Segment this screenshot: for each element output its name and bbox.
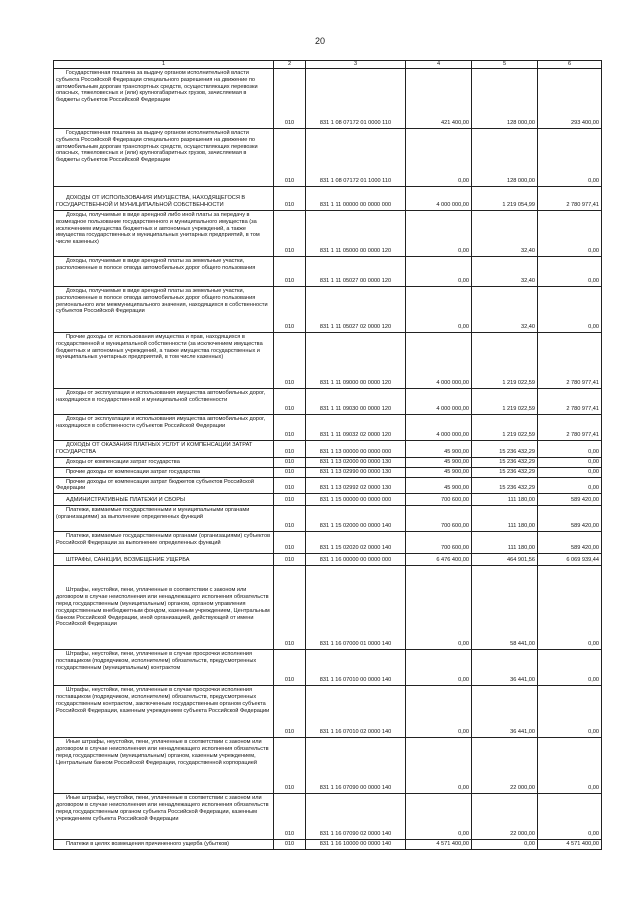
row-name-text: Прочие доходы от компенсации затрат бюджетов субъектов Российской Федерации [56, 478, 254, 492]
row-name [54, 333, 274, 389]
row-unexecuted: 589 420,00 [538, 506, 602, 532]
table-row [54, 554, 602, 566]
row-line-code: 010 [274, 532, 306, 554]
row-line-code: 010 [274, 457, 306, 467]
row-approved: 45 900,00 [406, 477, 472, 494]
row-line-code: 010 [274, 840, 306, 850]
row-name [54, 441, 274, 458]
row-budget-code: 831 1 11 00000 00 0000 000 [306, 187, 406, 211]
table-row [54, 467, 602, 477]
row-name-text: Доходы, получаемые в виде арендной платы за земельные участки, расположенные в полосе отвода автомобильных дорог общего пользования [56, 258, 256, 271]
row-executed: 15 236 432,29 [472, 457, 538, 467]
row-executed: 15 236 432,29 [472, 477, 538, 494]
row-line-code: 010 [274, 506, 306, 532]
row-line-code: 010 [274, 794, 306, 840]
row-executed: 22 000,00 [472, 794, 538, 840]
row-name [54, 211, 274, 257]
row-name [54, 794, 274, 840]
row-unexecuted: 4 571 400,00 [538, 840, 602, 850]
row-executed: 32,40 [472, 287, 538, 333]
row-budget-code: 831 1 16 07090 00 0000 140 [306, 738, 406, 794]
row-approved: 4 000 000,00 [406, 415, 472, 441]
table-row [54, 457, 602, 467]
row-approved: 4 571 400,00 [406, 840, 472, 850]
row-approved: 45 900,00 [406, 467, 472, 477]
row-approved: 0,00 [406, 211, 472, 257]
row-line-code: 010 [274, 415, 306, 441]
row-unexecuted: 6 069 939,44 [538, 554, 602, 566]
row-name [54, 415, 274, 441]
row-approved: 4 000 000,00 [406, 389, 472, 415]
row-budget-code: 831 1 13 02990 00 0000 130 [306, 467, 406, 477]
budget-table [53, 60, 602, 850]
row-unexecuted: 2 780 977,41 [538, 333, 602, 389]
row-budget-code: 831 1 16 07090 02 0000 140 [306, 794, 406, 840]
row-unexecuted: 0,00 [538, 441, 602, 458]
row-name [54, 477, 274, 494]
table-row [54, 187, 602, 211]
row-unexecuted: 0,00 [538, 477, 602, 494]
row-executed: 36 441,00 [472, 650, 538, 686]
table-row [54, 494, 602, 506]
row-name-text: Прочие доходы от компенсации затрат государства [66, 468, 201, 475]
row-name [54, 389, 274, 415]
row-budget-code: 831 1 11 05027 00 0000 120 [306, 257, 406, 287]
row-name [54, 650, 274, 686]
row-budget-code: 831 1 16 07010 02 0000 140 [306, 686, 406, 738]
row-budget-code: 831 1 11 05027 02 0000 120 [306, 287, 406, 333]
row-name-text: Штрафы, неустойки, пени, уплаченные в соответствии с законом или договором в случае неисполнения или ненадлежащего исполнения обязательств перед государственным (муниципальным) органом, органом управления государственным внебюджетным фондом, казенным учреждением, Центральным банком Российской Федерации, иной организацией, действующей от имени Российской Федерации [56, 587, 270, 628]
row-executed: 58 441,00 [472, 566, 538, 650]
row-name-text: Доходы, получаемые в виде арендной либо иной платы за передачу в возмездное пользование государственного и муниципального имущества (за исключением имущества бюджетных и автономных учреждений, а также имущества государственных и муниципальных унитарных предприятий, в том числе казенных) [56, 212, 260, 246]
row-executed: 1 219 022,59 [472, 415, 538, 441]
row-name-text: Штрафы, неустойки, пени, уплаченные в случае просрочки исполнения поставщиком (подрядчиком, исполнителем) обязательств, предусмотренных государственным (муниципальным) контрактом [56, 651, 257, 671]
row-name [54, 457, 274, 467]
row-name-text: Иные штрафы, неустойки, пени, уплаченные в соответствии с законом или договором в случае неисполнения или ненадлежащего исполнения обязательств перед государственным (муниципальным) органом, казенным учреждением, Центральным банком Российской Федерации, государственной корпорацией [56, 739, 269, 766]
table-row [54, 840, 602, 850]
row-unexecuted: 0,00 [538, 794, 602, 840]
row-budget-code: 831 1 16 07000 01 0000 140 [306, 566, 406, 650]
row-unexecuted: 0,00 [538, 257, 602, 287]
row-executed: 111 180,00 [472, 506, 538, 532]
row-executed: 1 219 022,59 [472, 333, 538, 389]
table-row [54, 650, 602, 686]
row-executed: 15 236 432,29 [472, 441, 538, 458]
row-name-text: Государственная пошлина за выдачу органом исполнительной власти субъекта Российской Федерации специального разрешения на движение по автомобильным дорогам транспортных средств, осуществляющих перевозки опасных, тяжеловесных и (или) крупногабаритных грузов, зачисляемая в бюджеты субъектов Российской Федерации [56, 130, 258, 164]
row-approved: 700 600,00 [406, 532, 472, 554]
row-approved: 45 900,00 [406, 441, 472, 458]
row-name [54, 467, 274, 477]
row-unexecuted: 0,00 [538, 287, 602, 333]
table-body [54, 69, 602, 850]
row-line-code: 010 [274, 257, 306, 287]
row-executed: 128 000,00 [472, 129, 538, 187]
row-budget-code: 831 1 11 09000 00 0000 120 [306, 333, 406, 389]
row-name-text: Государственная пошлина за выдачу органом исполнительной власти субъекта Российской Федерации специального разрешения на движение по автомобильным дорогам транспортных средств, осуществляющих перевозки опасных, тяжеловесных и (или) крупногабаритных грузов, зачисляемая в бюджеты субъектов Российской Федерации [56, 70, 258, 104]
row-unexecuted: 0,00 [538, 686, 602, 738]
row-approved: 45 900,00 [406, 457, 472, 467]
table-row [54, 794, 602, 840]
row-line-code: 010 [274, 686, 306, 738]
row-executed: 1 219 054,99 [472, 187, 538, 211]
column-header: 4 [406, 61, 472, 69]
row-line-code: 010 [274, 69, 306, 129]
row-name-text: ДОХОДЫ ОТ ИСПОЛЬЗОВАНИЯ ИМУЩЕСТВА, НАХОДЯЩЕГОСЯ В ГОСУДАРСТВЕННОЙ И МУНИЦИПАЛЬНОЙ СОБСТВЕННОСТИ [56, 195, 246, 209]
row-name-text: Прочие доходы от использования имущества и прав, находящихся в государственной и муниципальной собственности (за исключением имущества бюджетных и автономных учреждений, а также имущества государственных и муниципальных унитарных предприятий, в том числе казенных) [56, 334, 263, 361]
row-approved: 0,00 [406, 738, 472, 794]
row-name [54, 494, 274, 506]
row-executed: 22 000,00 [472, 738, 538, 794]
row-name-text: Иные штрафы, неустойки, пени, уплаченные в соответствии с законом или договором в случае неисполнения или ненадлежащего исполнения обязательств перед государственным органом субъекта Российской Федерации, казенным учреждением субъекта Российской Федерации [56, 795, 269, 822]
row-approved: 0,00 [406, 129, 472, 187]
table-row [54, 441, 602, 458]
row-executed: 15 236 432,29 [472, 467, 538, 477]
row-name-text: Платежи в целях возмещения причиненного ущерба (убытков) [66, 841, 230, 848]
table-row [54, 257, 602, 287]
row-line-code: 010 [274, 494, 306, 506]
page-number: 20 [314, 36, 325, 46]
row-name [54, 738, 274, 794]
row-budget-code: 831 1 16 00000 00 0000 000 [306, 554, 406, 566]
row-name [54, 69, 274, 129]
table-row [54, 287, 602, 333]
row-executed: 111 180,00 [472, 532, 538, 554]
row-name [54, 506, 274, 532]
table-row [54, 333, 602, 389]
row-unexecuted: 0,00 [538, 211, 602, 257]
row-name [54, 287, 274, 333]
row-unexecuted: 0,00 [538, 467, 602, 477]
row-line-code: 010 [274, 211, 306, 257]
row-name-text: Доходы, получаемые в виде арендной платы за земельные участки, расположенные в полосе отвода автомобильных дорог общего пользования регионального или межмуниципального значения, находящихся в собственности субъектов Российской Федерации [56, 288, 268, 315]
row-name-text: АДМИНИСТРАТИВНЫЕ ПЛАТЕЖИ И СБОРЫ [66, 497, 185, 504]
row-name [54, 187, 274, 211]
row-budget-code: 831 1 13 02992 02 0000 130 [306, 477, 406, 494]
row-name [54, 566, 274, 650]
table-row [54, 415, 602, 441]
row-approved: 6 476 400,00 [406, 554, 472, 566]
row-name-text: Доходы от эксплуатации и использования имущества автомобильных дорог, находящихся в государственной и муниципальной собственности [56, 390, 265, 403]
row-executed: 32,40 [472, 257, 538, 287]
row-executed: 1 219 022,59 [472, 389, 538, 415]
table-row [54, 477, 602, 494]
table-row [54, 532, 602, 554]
row-budget-code: 831 1 13 02000 00 0000 130 [306, 457, 406, 467]
row-name [54, 257, 274, 287]
row-line-code: 010 [274, 389, 306, 415]
row-approved: 700 600,00 [406, 506, 472, 532]
table-row [54, 211, 602, 257]
table-row [54, 506, 602, 532]
row-approved: 0,00 [406, 686, 472, 738]
row-unexecuted: 2 780 977,41 [538, 389, 602, 415]
row-unexecuted: 0,00 [538, 650, 602, 686]
row-unexecuted: 0,00 [538, 457, 602, 467]
row-budget-code: 831 1 15 00000 00 0000 000 [306, 494, 406, 506]
row-name-text: Платежи, взимаемые государственными и муниципальными органами (организациями) за выполнение определенных функций [56, 507, 250, 521]
row-line-code: 010 [274, 738, 306, 794]
row-line-code: 010 [274, 129, 306, 187]
row-budget-code: 831 1 08 07172 01 1000 110 [306, 129, 406, 187]
row-budget-code: 831 1 08 07172 01 0000 110 [306, 69, 406, 129]
row-approved: 0,00 [406, 794, 472, 840]
row-name [54, 686, 274, 738]
column-header: 2 [274, 61, 306, 69]
row-line-code: 010 [274, 477, 306, 494]
table-row [54, 566, 602, 650]
row-name-text: Доходы от эксплуатации и использования имущества автомобильных дорог, находящихся в собственности субъектов Российской Федерации [56, 416, 265, 429]
row-name-text: ШТРАФЫ, САНКЦИИ, ВОЗМЕЩЕНИЕ УЩЕРБА [66, 557, 190, 564]
row-approved: 0,00 [406, 287, 472, 333]
row-budget-code: 831 1 13 00000 00 0000 000 [306, 441, 406, 458]
row-unexecuted: 0,00 [538, 566, 602, 650]
row-unexecuted: 0,00 [538, 738, 602, 794]
row-name-text: Доходы от компенсации затрат государства [66, 458, 180, 465]
row-line-code: 010 [274, 566, 306, 650]
table-row [54, 69, 602, 129]
row-approved: 4 000 000,00 [406, 333, 472, 389]
row-unexecuted: 293 400,00 [538, 69, 602, 129]
row-name-text: Штрафы, неустойки, пени, уплаченные в случае просрочки исполнения поставщиком (подрядчиком, исполнителем) обязательств, предусмотренных государственным контрактом, заключенным государственным органом субъекта Российской Федерации, казенным учреждением субъекта Российской Федерации [56, 687, 270, 714]
row-line-code: 010 [274, 287, 306, 333]
row-executed: 32,40 [472, 211, 538, 257]
row-unexecuted: 0,00 [538, 129, 602, 187]
row-approved: 700 600,00 [406, 494, 472, 506]
table-row [54, 686, 602, 738]
row-line-code: 010 [274, 554, 306, 566]
row-name [54, 129, 274, 187]
table-row [54, 738, 602, 794]
row-budget-code: 831 1 16 07010 00 0000 140 [306, 650, 406, 686]
row-unexecuted: 589 420,00 [538, 532, 602, 554]
row-name [54, 554, 274, 566]
row-executed: 36 441,00 [472, 686, 538, 738]
row-line-code: 010 [274, 467, 306, 477]
row-name [54, 532, 274, 554]
row-name [54, 840, 274, 850]
row-line-code: 010 [274, 187, 306, 211]
row-unexecuted: 589 420,00 [538, 494, 602, 506]
table-header-row [54, 61, 602, 69]
row-budget-code: 831 1 11 05000 00 0000 120 [306, 211, 406, 257]
row-executed: 128 000,00 [472, 69, 538, 129]
row-line-code: 010 [274, 333, 306, 389]
row-line-code: 010 [274, 650, 306, 686]
table-row [54, 389, 602, 415]
column-header: 5 [472, 61, 538, 69]
row-name-text: ДОХОДЫ ОТ ОКАЗАНИЯ ПЛАТНЫХ УСЛУГ И КОМПЕНСАЦИИ ЗАТРАТ ГОСУДАРСТВА [56, 442, 253, 455]
row-approved: 421 400,00 [406, 69, 472, 129]
row-name-text: Платежи, взимаемые государственными органами (организациями) субъектов Российской Федерации за выполнение определенных функций [56, 533, 271, 547]
row-budget-code: 831 1 16 10000 00 0000 140 [306, 840, 406, 850]
row-executed: 0,00 [472, 840, 538, 850]
row-approved: 0,00 [406, 257, 472, 287]
row-executed: 464 901,56 [472, 554, 538, 566]
column-header: 3 [306, 61, 406, 69]
row-budget-code: 831 1 11 09032 02 0000 120 [306, 415, 406, 441]
row-approved: 0,00 [406, 566, 472, 650]
table-row [54, 129, 602, 187]
row-budget-code: 831 1 11 09030 00 0000 120 [306, 389, 406, 415]
row-budget-code: 831 1 15 02020 02 0000 140 [306, 532, 406, 554]
row-approved: 4 000 000,00 [406, 187, 472, 211]
row-approved: 0,00 [406, 650, 472, 686]
row-line-code: 010 [274, 441, 306, 458]
row-unexecuted: 2 780 977,41 [538, 187, 602, 211]
row-executed: 111 180,00 [472, 494, 538, 506]
column-header: 6 [538, 61, 602, 69]
row-budget-code: 831 1 15 02000 00 0000 140 [306, 506, 406, 532]
column-header: 1 [54, 61, 274, 69]
row-unexecuted: 2 780 977,41 [538, 415, 602, 441]
